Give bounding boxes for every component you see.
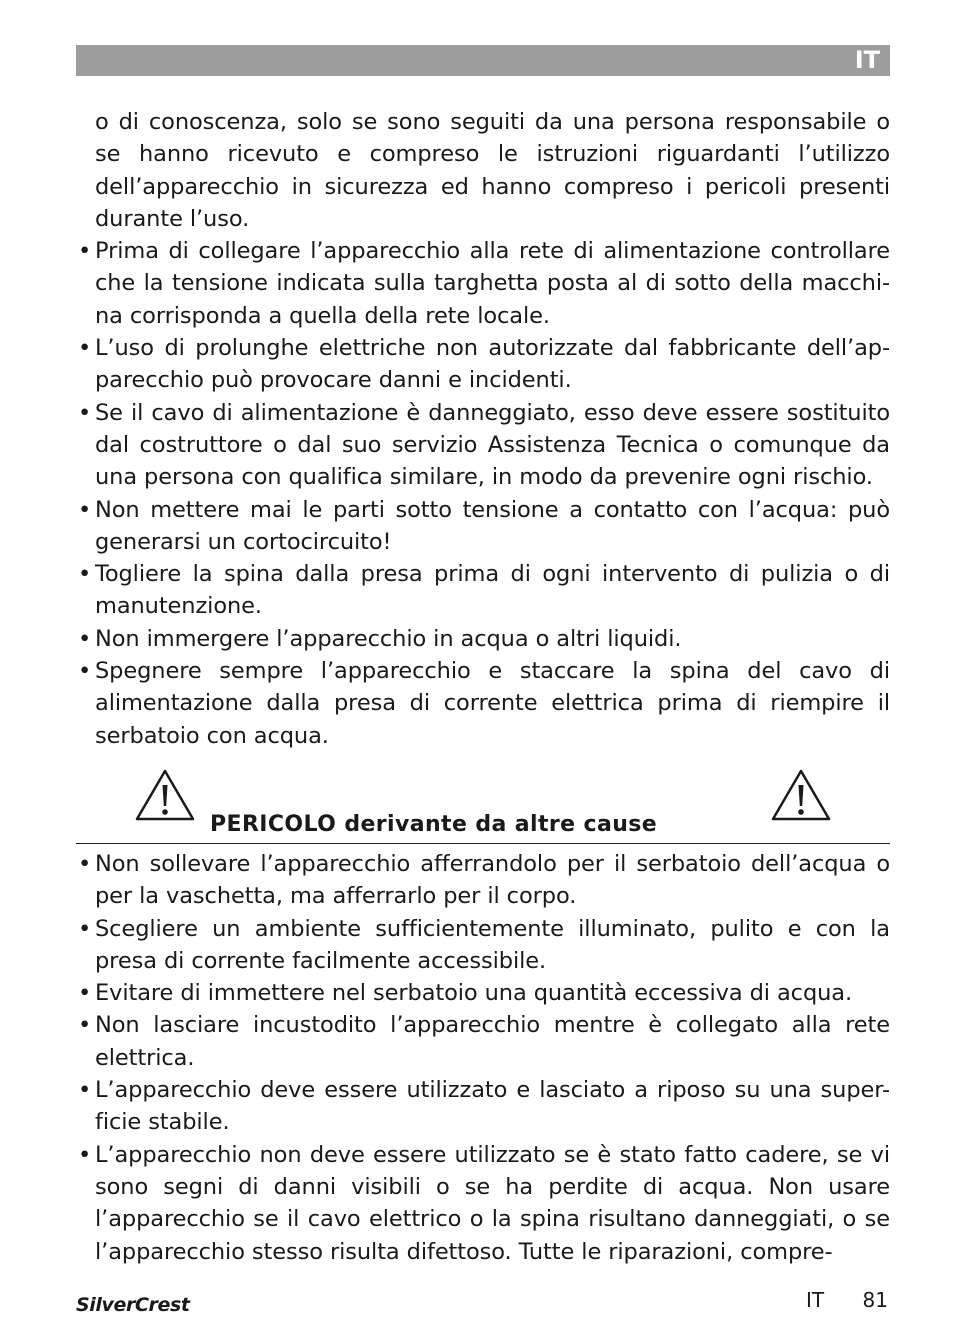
list-item-text: Evitare di immettere nel serbatoio una quantità eccessiva di acqua.: [95, 980, 853, 1007]
list-item-text: L’uso di prolunghe elettriche non autorizzate dal fabbricante dell’ap-parecchio può provocare danni e incidenti.: [95, 335, 890, 394]
bullet: •: [78, 980, 92, 1007]
list-item-text: Non immergere l’apparecchio in acqua o altri liquidi.: [95, 625, 682, 652]
warning-triangle-icon: [134, 768, 196, 822]
bullet: •: [78, 625, 92, 652]
bullet: •: [78, 658, 92, 685]
list-item-text: Togliere la spina dalla presa prima di ogni intervento di pulizia o di manutenzione.: [95, 561, 890, 620]
danger-title: PERICOLO derivante da altre cause: [210, 811, 658, 837]
list-item: [76, 913, 890, 978]
bullet: •: [78, 850, 92, 877]
bullet: •: [78, 915, 92, 942]
intro-paragraph: o di conoscenza, solo se sono seguiti da una persona responsabile o se hanno ricevuto e compreso le istruzioni riguardanti l’utilizzo dell’apparecchio in sicurezza ed hanno compreso i pericoli presenti durante l’uso.: [95, 109, 890, 232]
list-item: [76, 977, 890, 1009]
footer-language: IT: [806, 1288, 825, 1312]
list-item-text: Non lasciare incustodito l’apparecchio mentre è collegato alla rete elettrica.: [95, 1012, 890, 1071]
bullet: •: [78, 561, 92, 588]
danger-heading: [76, 762, 890, 848]
brand-logo: SilverCrest: [76, 1294, 190, 1316]
list-item-text: L’apparecchio non deve essere utilizzato se è stato fatto cadere, se vi sono segni di danni visibili o se ha perdite di acqua. Non usare l’apparecchio se il cavo elettrico o la spina risultano danneggiati, o se l’apparecchio stesso risulta difettoso. Tutte le riparazioni, compre-: [95, 1141, 890, 1265]
bullet: •: [78, 1141, 92, 1168]
page-content: [76, 106, 890, 1268]
header-bar: [76, 45, 890, 76]
list-item: [76, 1139, 890, 1268]
list-item-text: Spegnere sempre l’apparecchio e staccare la spina del cavo di alimentazione dalla presa di corrente elettrica prima di riempire il serbatoio con acqua.: [95, 658, 890, 749]
list-item-text: Non mettere mai le parti sotto tensione a contatto con l’acqua: può generarsi un cortocircuito!: [95, 496, 890, 555]
list-item: [76, 494, 890, 559]
list-item: [76, 623, 890, 655]
list-item-text: L’apparecchio deve essere utilizzato e lasciato a riposo su una super-ficie stabile.: [95, 1077, 890, 1136]
bullet: •: [78, 399, 92, 426]
list-item-text: Prima di collegare l’apparecchio alla rete di alimentazione controllare che la tensione indicata sulla targhetta posta al di sotto della macchi-na corrisponda a quella della rete locale.: [95, 238, 890, 329]
bullet: •: [78, 238, 92, 265]
warning-triangle-icon: [770, 768, 832, 822]
list-item-text: Scegliere un ambiente sufficientemente illuminato, pulito e con la presa di corrente facilmente accessibile.: [95, 915, 890, 974]
list-item-text: Se il cavo di alimentazione è danneggiato, esso deve essere sostituito dal costruttore o dal suo servizio Assistenza Tecnica o comunque da una persona con qualifica similare, in modo da prevenire ogni rischio.: [95, 399, 890, 491]
list-item: [76, 1009, 890, 1074]
page-footer: [806, 1288, 888, 1312]
list-item: [76, 848, 890, 913]
bullet: •: [78, 496, 92, 523]
bullet: •: [78, 1012, 92, 1039]
page-number: 81: [862, 1288, 888, 1312]
bullet: •: [78, 1077, 92, 1104]
section-divider: [76, 843, 890, 844]
list-item: [76, 235, 890, 332]
list-item: [76, 332, 890, 397]
language-tag: IT: [854, 46, 880, 74]
list-item-text: Non sollevare l’apparecchio afferrandolo per il serbatoio dell’acqua o per la vaschetta, ma afferrarlo per il corpo.: [95, 850, 890, 910]
list-item: [76, 1074, 890, 1139]
list-item: [76, 397, 890, 494]
bullet: •: [78, 335, 92, 362]
list-item: [76, 558, 890, 623]
list-item: [76, 655, 890, 752]
